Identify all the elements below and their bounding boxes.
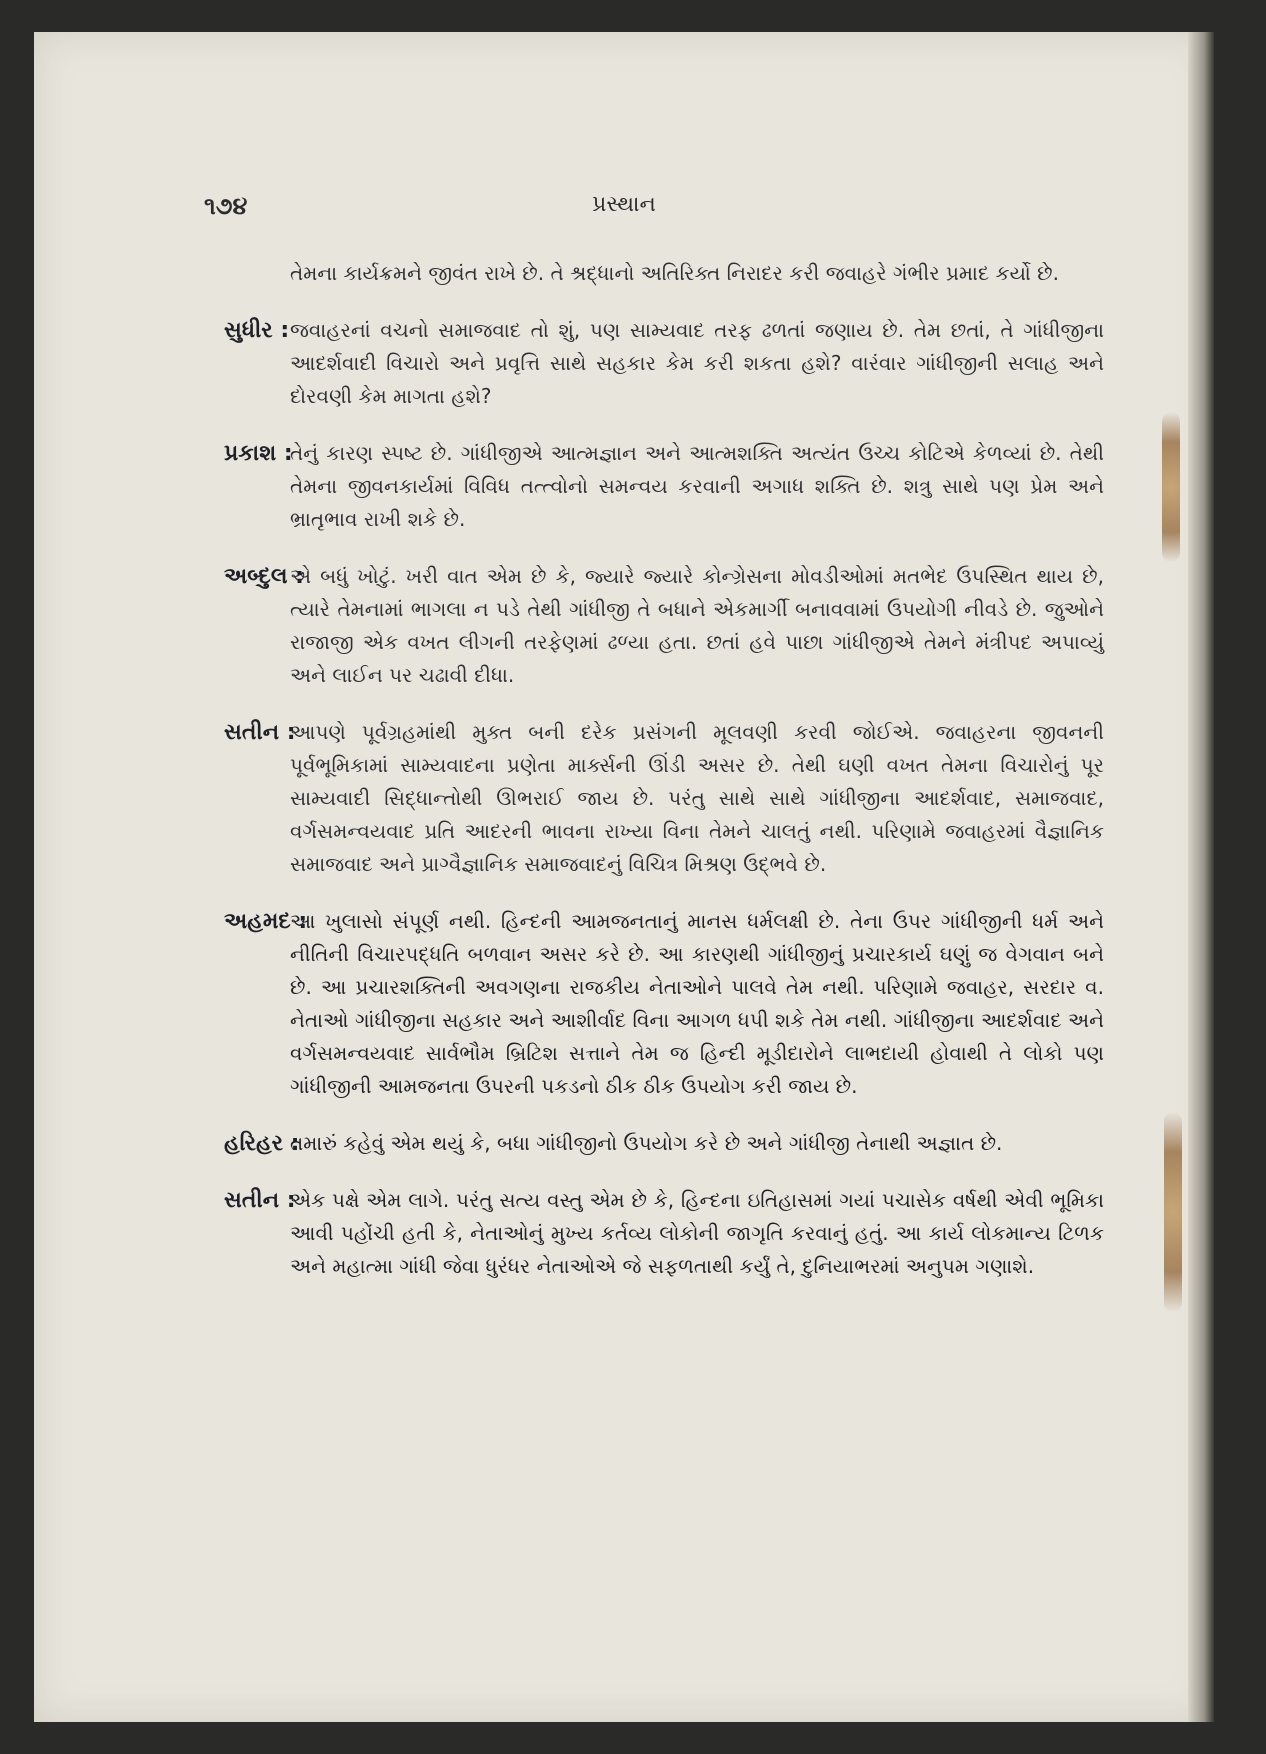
dialogue-paragraph <box>224 905 1104 1103</box>
dialogue-paragraph <box>224 560 1104 692</box>
dialogue-paragraph <box>224 314 1104 413</box>
speech-text: એક પક્ષે એમ લાગે. પરંતુ સત્ય વસ્તુ એમ છે કે, હિન્દના ઇતિહાસમાં ગયાં પચાસેક વર્ષથી એવી ભૂમિકા આવી પહોંચી હતી કે, નેતાઓનું મુખ્ય કર્તવ્ય લોકોની જાગૃતિ કરવાનું હતું. આ કાર્ય લોકમાન્ય ટિળક અને મહાત્મા ગાંધી જેવા ધુરંધર નેતાઓએ જે સફળતાથી કર્યું તે, દુનિયાભરમાં અનુપમ ગણાશે. <box>290 1188 1104 1278</box>
paper-stain <box>1162 412 1180 562</box>
speaker-name: અબ્દુલ : <box>224 564 304 589</box>
page-header <box>34 192 1214 232</box>
dialogue-paragraph <box>224 1184 1104 1283</box>
dialogue-paragraph <box>224 437 1104 536</box>
speaker-name: પ્રકાશ : <box>224 441 293 466</box>
speaker-name: સુધીર : <box>224 318 290 343</box>
page-number: ૧૭૪ <box>204 192 248 220</box>
speech-text: એ બધું ખોટું. ખરી વાત એમ છે કે, જ્યારે જ્યારે કોન્ગ્રેસના મોવડીઓમાં મતભેદ ઉપસ્થિત થાય છે, ત્યારે તેમનામાં ભાગલા ન પડે તેથી ગાંધીજી તે બધાને એકમાર્ગી બનાવવામાં ઉપયોગી નીવડે છે. જુઓને રાજાજી એક વખત લીગની તરફેણમાં ઢળ્યા હતા. છતાં હવે પાછા ગાંધીજીએ તેમને મંત્રીપદ અપાવ્યું અને લાઈન પર ચઢાવી દીધા. <box>290 564 1104 687</box>
dialogue-body <box>224 257 1104 1307</box>
speech-text: તેનું કારણ સ્પષ્ટ છે. ગાંધીજીએ આત્મજ્ઞાન અને આત્મશક્તિ અત્યંત ઉચ્ચ કોટિએ કેળવ્યાં છે. તેથી તેમના જીવનકાર્યમાં વિવિધ તત્ત્વોનો સમન્વય કરવાની અગાધ શક્તિ છે. શત્રુ સાથે પણ પ્રેમ અને ભ્રાતૃભાવ રાખી શકે છે. <box>290 441 1104 531</box>
speaker-name: સતીન : <box>224 720 296 745</box>
dialogue-paragraph <box>224 257 1104 290</box>
speech-text: તમારું કહેવું એમ થયું કે, બધા ગાંધીજીનો ઉપયોગ કરે છે અને ગાંધીજી તેનાથી અજ્ઞાત છે. <box>290 1131 1003 1155</box>
dialogue-paragraph <box>224 1127 1104 1160</box>
speech-text: આપણે પૂર્વગ્રહમાંથી મુક્ત બની દરેક પ્રસંગની મૂલવણી કરવી જોઈએ. જવાહરના જીવનની પૂર્વભૂમિકામાં સામ્યવાદના પ્રણેતા માર્ક્સની ઊંડી અસર છે. તેથી ઘણી વખત તેમના વિચારોનું પૂર સામ્યવાદી સિદ્ધાન્તોથી ઊભરાઈ જાય છે. પરંતુ સાથે સાથે ગાંધીજીના આદર્શવાદ, સમાજવાદ, વર્ગસમન્વયવાદ પ્રતિ આદરની ભાવના રાખ્યા વિના તેમને ચાલતું નથી. પરિણામે જવાહરમાં વૈજ્ઞાનિક સમાજવાદ અને પ્રાગ્વૈજ્ઞાનિક સમાજવાદનું વિચિત્ર મિશ્રણ ઉદ્ભવે છે. <box>290 720 1104 876</box>
speaker-name: સતીન : <box>224 1188 296 1213</box>
speaker-name: અહમદ : <box>224 909 308 934</box>
speech-text: તેમના કાર્યક્રમને જીવંત રાખે છે. તે શ્રદ્ધાનો અતિરિક્ત નિરાદર કરી જવાહરે ગંભીર પ્રમાદ કર્યો છે. <box>290 261 1059 285</box>
dialogue-paragraph <box>224 716 1104 881</box>
book-page <box>34 32 1214 1722</box>
running-title: પ્રસ્થાન <box>592 192 656 217</box>
speech-text: આ ખુલાસો સંપૂર્ણ નથી. હિન્દની આમજનતાનું માનસ ધર્મલક્ષી છે. તેના ઉપર ગાંધીજીની ધર્મ અને નીતિની વિચારપદ્ધતિ બળવાન અસર કરે છે. આ કારણથી ગાંધીજીનું પ્રચારકાર્ય ઘણું જ વેગવાન બને છે. આ પ્રચારશક્તિની અવગણના રાજકીય નેતાઓને પાલવે તેમ નથી. પરિણામે જવાહર, સરદાર વ. નેતાઓ ગાંધીજીના સહકાર અને આશીર્વાદ વિના આગળ ધપી શકે તેમ નથી. ગાંધીજીના આદર્શવાદ અને વર્ગસમન્વયવાદ સાર્વભૌમ બ્રિટિશ સત્તાને તેમ જ હિન્દી મૂડીદારોને લાભદાયી હોવાથી તે લોકો પણ ગાંધીજીની આમજનતા ઉપરની પકડનો ઠીક ઠીક ઉપયોગ કરી જાય છે. <box>290 909 1104 1098</box>
speech-text: જવાહરનાં વચનો સમાજવાદ તો શું, પણ સામ્યવાદ તરફ ઢળતાં જણાય છે. તેમ છતાં, તે ગાંધીજીના આદર્શવાદી વિચારો અને પ્રવૃત્તિ સાથે સહકાર કેમ કરી શકતા હશે? વારંવાર ગાંધીજીની સલાહ અને દોરવણી કેમ માગતા હશે? <box>290 318 1104 408</box>
book-spine-shadow <box>1188 32 1214 1722</box>
speaker-name: હરિહર : <box>224 1131 300 1156</box>
paper-stain <box>1164 1112 1182 1312</box>
